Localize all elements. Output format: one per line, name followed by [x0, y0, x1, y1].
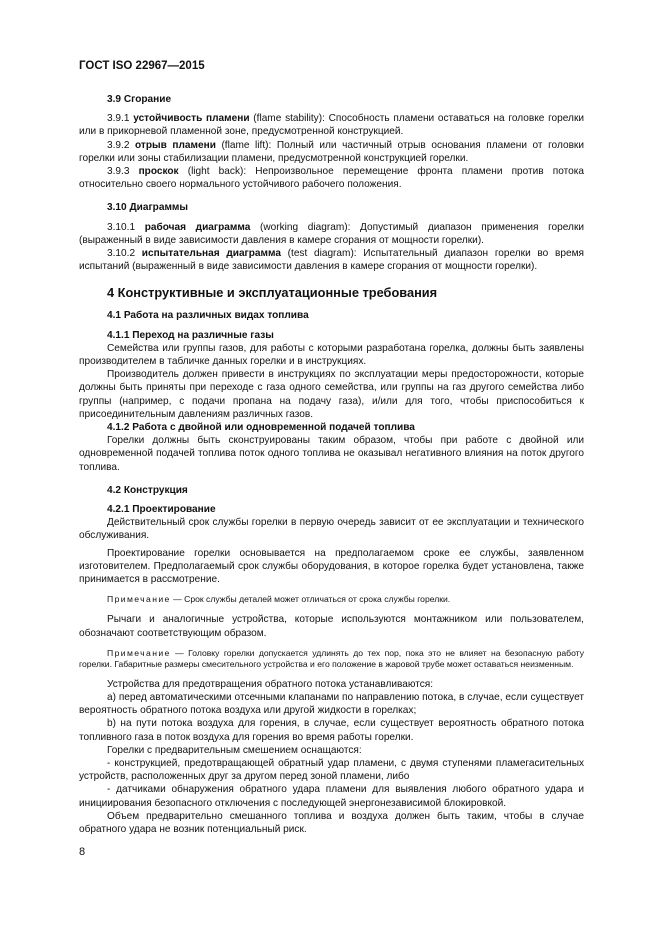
note: Примечание — Головку горелки допускается удлинять до тех пор, пока это не влияет на безопасную работу горелки. Габаритные размеры смесительного устройства и его положение в жаровой трубе может оставаться неизменным. [79, 647, 584, 669]
list-item: - датчиками обнаружения обратного удара пламени для выявления любого обратного удара и инициирования безопасного отключения с последующей энергонезависимой блокировкой. [79, 784, 584, 809]
section-4-2-1-heading: 4.2.1 Проектирование [107, 504, 216, 516]
section-4-heading: 4 Конструктивные и эксплуатационные требования [107, 285, 438, 301]
page-number: 8 [79, 846, 86, 858]
paragraph: Производитель должен привести в инструкциях по эксплуатации меры предосторожности, которые должны быть приняты при переходе с газа одного семейства, или группы на газ другого семейства либо группы (например, с подачи пропана на подачу газа), и/или для того, чтобы приспособиться к присоединительным давлениям различных газов. [79, 369, 584, 420]
paragraph: Горелки с предварительным смешением оснащаются: [107, 744, 362, 756]
paragraph: Действительный срок службы горелки в первую очередь зависит от ее эксплуатации и технического обслуживания. [79, 517, 584, 542]
term-3-10-2: 3.10.2 испытательная диаграмма (test diagram): Испытательный диапазон горелки во время испытаний (выраженный в виде зависимости давления в камере сгорания от мощности горелки). [79, 248, 584, 273]
list-item: b) на пути потока воздуха для горения, в случае, если существует вероятность обратного потока топливного газа в поток воздуха для горения во время работы горелки. [79, 718, 584, 743]
paragraph: Устройства для предотвращения обратного потока устанавливаются: [107, 678, 434, 690]
section-4-1-1-heading: 4.1.1 Переход на различные газы [107, 329, 274, 341]
note: Примечание — Срок службы деталей может отличаться от срока службы горелки. [107, 594, 451, 605]
term-3-9-2: 3.9.2 отрыв пламени (flame lift): Полный или частичный отрыв основания пламени от головки горелки или зоны стабилизации пламени, предусмотренной конструкцией горелки. [79, 139, 584, 164]
section-4-1-2-heading: 4.1.2 Работа с двойной или одновременной подачей топлива [107, 422, 415, 434]
term-3-10-1: 3.10.1 рабочая диаграмма (working diagram): Допустимый диапазон применения горелки (выраженный в виде зависимости давления в камере сгорания от мощности горелки). [79, 221, 584, 246]
paragraph: Проектирование горелки основывается на предполагаемом сроке ее службы, заявленном изготовителем. Предполагаемый срок службы оборудования, в которое горелка будет установлена, также принимается в рассмотрение. [79, 547, 584, 586]
section-4-1-heading: 4.1 Работа на различных видах топлива [107, 310, 309, 322]
paragraph: Горелки должны быть сконструированы таким образом, чтобы при работе с двойной или одновременной подачей топлива поток одного топлива не оказывал негативного влияния на поток другого топлива. [79, 435, 584, 473]
paragraph: Семейства или группы газов, для работы с которыми разработана горелка, должны быть заявлены производителем в табличке данных горелки и в инструкциях. [79, 342, 584, 368]
term-3-9-3: 3.9.3 проскок (light back): Непроизвольное перемещение фронта пламени против потока относительно своего нормального устойчивого рабочего положения. [79, 166, 584, 191]
paragraph: Объем предварительно смешанного топлива и воздуха должен быть таким, чтобы в случае обратного удара не возник потенциальный риск. [79, 810, 584, 835]
section-3-9-heading: 3.9 Сгорание [107, 94, 172, 105]
section-3-10-heading: 3.10 Диаграммы [107, 202, 188, 214]
page-content [79, 93, 584, 836]
standard-header: ГОСТ ISO 22967—2015 [79, 60, 205, 72]
section-4-2-heading: 4.2 Конструкция [107, 484, 188, 496]
paragraph: Рычаги и аналогичные устройства, которые используются монтажником или пользователем, обозначают соответствующим образом. [79, 614, 584, 639]
list-item: - конструкцией, предотвращающей обратный удар пламени, с двумя ступенями пламегасительных устройств, расположенных друг за другом перед зоной пламени, либо [79, 757, 584, 783]
list-item: a) перед автоматическими отсечными клапанами по направлению потока, в случае, если существует вероятность обратного потока воздуха или другой жидкости в горелках; [79, 691, 584, 717]
term-3-9-1: 3.9.1 устойчивость пламени (flame stability): Способность пламени оставаться на головке горелки или в прикорневой пламенной зоне, предусмотренной конструкцией. [79, 113, 585, 138]
